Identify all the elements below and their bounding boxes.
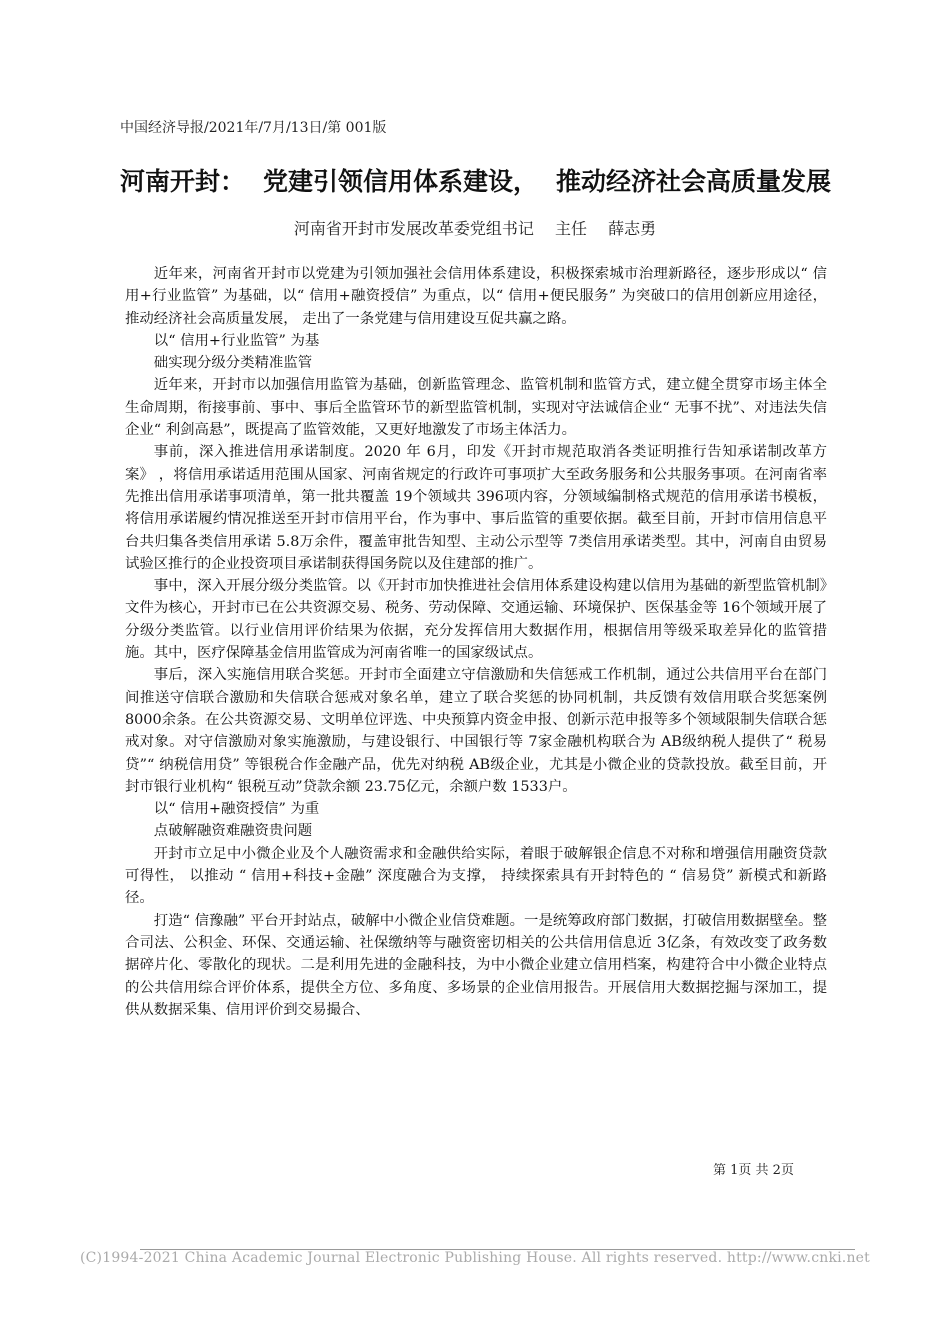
subheading: 以“ 信用+融资授信” 为重 — [153, 801, 320, 818]
author-role: 主任 — [554, 219, 587, 238]
author-name: 薛志勇 — [608, 219, 657, 238]
subheading: 点破解融资难融资贵问题 — [153, 823, 313, 840]
subheading: 以“ 信用+行业监管” 为基 — [153, 332, 320, 349]
paragraph: 事前，深入推进信用承诺制度。2020 年 6月，印发《开封市规范取消各类证明推行告知承诺制改革方案》 ，将信用承诺适用范围从国家、河南省规定的行政许可事项扩大至政务服务和公共服务事项。在河南省率先推出信用承诺事项清单，第一批共覆盖 19个领域共 396项内容，分领域编制格式规范的信用承诺书模板，将信用承诺履约情况推送至开封市信用平台，作为事中、事后监管的重要依据。截至目前，开封市信用信息平台共归集各类信用承诺 5.8万余件，覆盖审批告知型、主动公示型等 7类信用承诺类型。其中，河南自由贸易试验区推行的企业投资项目承诺制获得国务院以及住建部的推广。 — [125, 444, 827, 572]
title-part-3: 推动经济社会高质量发展 — [556, 167, 832, 196]
subheading: 础实现分级分类精准监管 — [153, 355, 313, 372]
article-title — [120, 162, 840, 198]
author-line — [0, 216, 950, 239]
article-body — [125, 263, 827, 1021]
author-org: 河南省开封市发展改革委党组书记 — [293, 219, 534, 238]
title-part-2: 党建引领信用体系建设， — [263, 167, 539, 196]
paragraph: 事中，深入开展分级分类监管。以《开封市加快推进社会信用体系建设构建以信用为基础的新型监管机制》文件为核心，开封市已在公共资源交易、税务、劳动保障、交通运输、环境保护、医保基金等 16个领域开展了分级分类监管。以行业信用评价结果为依据，充分发挥信用大数据作用，根据信用等级采取差异化的监管措施。其中，医疗保障基金信用监管成为河南省唯一的国家级试点。 — [125, 578, 827, 662]
paragraph: 近年来，河南省开封市以党建为引领加强社会信用体系建设，积极探索城市治理新路径，逐步形成以“ 信用+行业监管” 为基础，以“ 信用+融资授信” 为重点，以“ 信用+便民服务” 为突破口的信用创新应用途径， 推动经济社会高质量发展， 走出了一条党建与信用建设互促共赢之路。 — [125, 266, 827, 327]
paragraph: 开封市立足中小微企业及个人融资需求和金融供给实际，着眼于破解银企信息不对称和增强信用融资贷款可得性， 以推动 “ 信用+科技+金融” 深度融合为支撑， 持续探索具有开封特色的 “ 信易贷” 新模式和新路径。 — [125, 845, 827, 907]
title-part-1: 河南开封： — [120, 167, 246, 196]
page-number: 第 1页 共 2页 — [713, 1163, 794, 1178]
paragraph: 打造“ 信豫融” 平台开封站点，破解中小微企业信贷难题。一是统筹政府部门数据，打破信用数据壁垒。整合司法、公积金、环保、交通运输、社保缴纳等与融资密切相关的公共信用信息近 3亿条，有效改变了政务数据碎片化、零散化的现状。二是利用先进的金融科技，为中小微企业建立信用档案，构建符合中小微企业特点的公共信用综合评价体系，提供全方位、多角度、多场景的企业信用报告。开展信用大数据挖掘与深加工，提供从数据采集、信用评价到交易撮合、 — [125, 912, 827, 1018]
paragraph: 事后，深入实施信用联合奖惩。开封市全面建立守信激励和失信惩戒工作机制，通过公共信用平台在部门间推送守信联合激励和失信联合惩戒对象名单，建立了联合奖惩的协同机制，共反馈有效信用联合奖惩案例 8000余条。在公共资源交易、文明单位评选、中央预算内资金申报、创新示范申报等多个领域限制失信联合惩戒对象。对守信激励对象实施激励，与建设银行、中国银行等 7家金融机构联合为 AB级纳税人提供了“ 税易贷”“ 纳税信用贷” 等银税合作金融产品，优先对纳税 AB级企业，尤其是小微企业的贷款投放。截至目前，开封市银行业机构“ 银税互动”贷款余额 23.75亿元，余额户数 1533户。 — [125, 667, 827, 795]
source-line: 中国经济导报/2021年/7月/13日/第 001版 — [120, 120, 387, 136]
paragraph: 近年来，开封市以加强信用监管为基础，创新监管理念、监管机制和监管方式，建立健全贯穿市场主体全生命周期，衔接事前、事中、事后全监管环节的新型监管机制，实现对守法诚信企业“ 无事不扰”、对违法失信企业“ 利剑高悬”，既提高了监管效能，又更好地激发了市场主体活力。 — [125, 377, 827, 439]
copyright-footer: (C)1994-2021 China Academic Journal Electronic Publishing House. All rights reserved. http://www.cnki.net — [79, 1250, 870, 1266]
